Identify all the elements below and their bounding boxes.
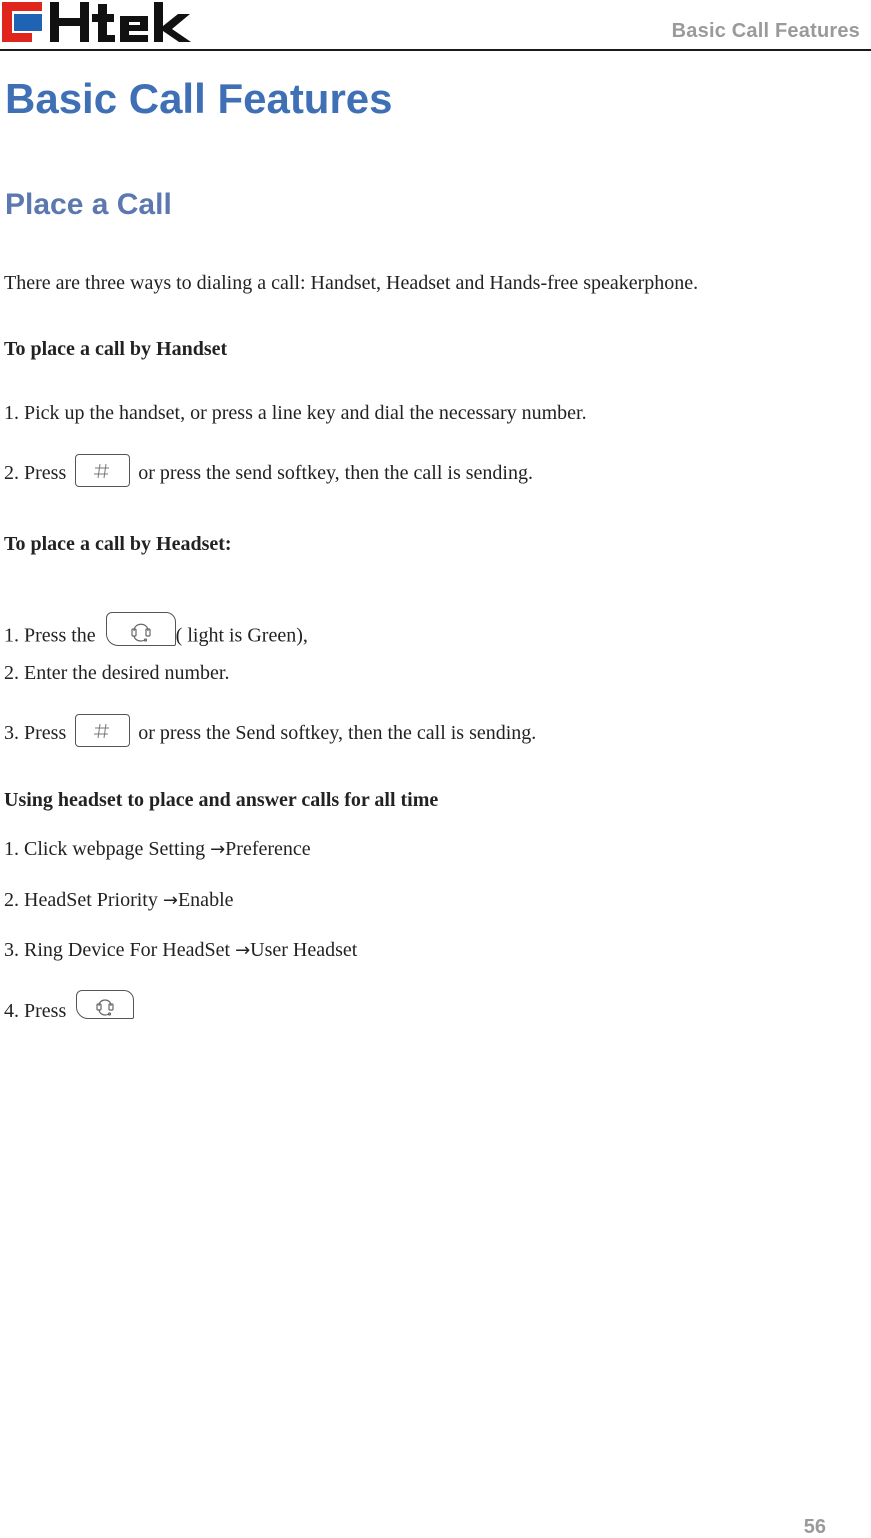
headset-key-icon — [106, 612, 176, 646]
right-arrow-icon: → — [210, 839, 226, 860]
headset-step-1 — [4, 620, 308, 654]
always-headset-step-3 — [4, 940, 357, 960]
headset-step-3-suffix: or press the Send softkey, then the call is sending. — [138, 722, 537, 745]
always-headset-step-3-prefix: 3. Ring Device For HeadSet — [4, 939, 231, 961]
right-arrow-icon: → — [235, 940, 251, 961]
handset-step-1: 1. Pick up the handset, or press a line key and dial the necessary number. — [4, 402, 587, 424]
handset-step-2 — [4, 458, 533, 491]
always-headset-step-4-prefix: 4. Press — [4, 1000, 67, 1023]
always-headset-step-1-prefix: 1. Click webpage Setting — [4, 838, 206, 860]
always-headset-step-1 — [4, 839, 311, 859]
always-headset-step-3-target: User Headset — [250, 939, 358, 961]
headset-step-3 — [4, 718, 536, 751]
handset-step-2-prefix: 2. Press — [4, 462, 67, 485]
always-headset-step-2-target: Enable — [177, 889, 234, 911]
always-headset-step-1-target: Preference — [225, 838, 311, 860]
section-title: Place a Call — [5, 188, 172, 221]
htek-logo — [2, 2, 192, 44]
handset-heading: To place a call by Handset — [4, 338, 228, 360]
page-number: 56 — [803, 1516, 826, 1538]
handset-step-2-suffix: or press the send softkey, then the call is sending. — [138, 462, 533, 485]
intro-paragraph: There are three ways to dialing a call: Handset, Headset and Hands-free speakerphone. — [4, 272, 699, 294]
hash-key-icon — [75, 454, 130, 487]
right-arrow-icon: → — [162, 890, 178, 911]
headset-step-2: 2. Enter the desired number. — [4, 662, 230, 684]
header-title: Basic Call Features — [671, 20, 860, 42]
page-title: Basic Call Features — [5, 75, 393, 122]
headset-heading: To place a call by Headset: — [4, 533, 232, 555]
always-headset-step-2 — [4, 890, 234, 910]
headset-step-3-prefix: 3. Press — [4, 722, 67, 745]
headset-step-1-suffix: ( light is Green), — [175, 624, 308, 647]
always-headset-step-2-prefix: 2. HeadSet Priority — [4, 889, 158, 911]
headset-step-1-prefix: 1. Press the — [4, 624, 96, 647]
page-header — [0, 0, 871, 51]
always-headset-heading: Using headset to place and answer calls for all time — [4, 789, 439, 811]
hash-key-icon — [75, 714, 130, 747]
always-headset-step-4 — [4, 998, 134, 1027]
headset-key-icon — [76, 990, 134, 1019]
